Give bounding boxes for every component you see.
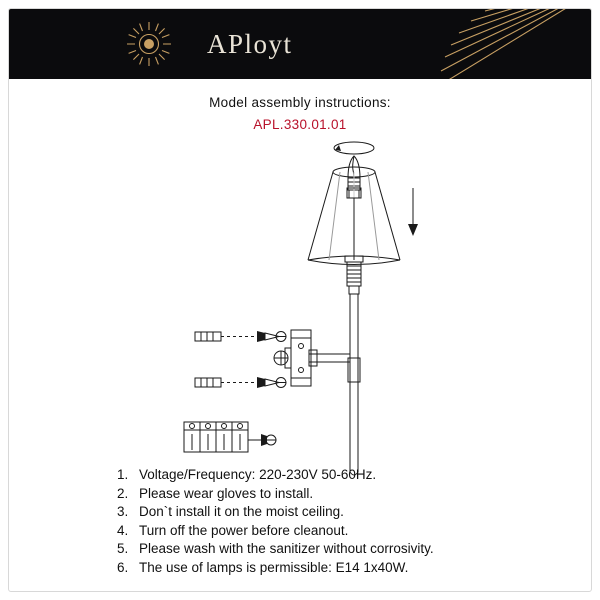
lamp-arm-horizontal bbox=[309, 350, 350, 366]
wall-lamp-assembly-diagram bbox=[9, 132, 592, 482]
list-item-number: 2. bbox=[117, 485, 129, 501]
sunburst-logo-icon bbox=[127, 22, 171, 66]
instructions-list bbox=[117, 466, 557, 577]
list-item-text: Turn off the power before cleanout. bbox=[139, 522, 349, 538]
terminal-block bbox=[184, 422, 276, 452]
list-item-number: 6. bbox=[117, 559, 129, 575]
screws-and-dowels bbox=[195, 331, 286, 388]
radiating-rays-icon bbox=[431, 9, 591, 79]
socket-holder bbox=[345, 188, 363, 294]
list-item-text: Please wear gloves to install. bbox=[139, 485, 314, 501]
list-item-text: The use of lamps is permissible: E14 1x40W. bbox=[139, 559, 409, 575]
list-item-text: Voltage/Frequency: 220-230V 50-60Hz. bbox=[139, 467, 377, 482]
list-item bbox=[117, 503, 557, 522]
header-banner bbox=[9, 9, 591, 79]
list-item-number: 5. bbox=[117, 541, 129, 556]
brand-name: APloyt bbox=[207, 29, 293, 59]
list-item-number: 1. bbox=[117, 467, 129, 482]
list-item bbox=[117, 559, 557, 578]
model-code: APL.330.01.01 bbox=[253, 117, 347, 132]
title-block bbox=[9, 95, 591, 132]
list-item-text: Please wash with the sanitizer without corrosivity. bbox=[139, 541, 434, 556]
list-item bbox=[117, 466, 557, 485]
lamp-arm bbox=[348, 294, 360, 475]
list-item-number: 3. bbox=[117, 504, 129, 519]
list-item bbox=[117, 522, 557, 541]
sheet bbox=[8, 8, 592, 592]
down-arrow-icon bbox=[408, 188, 418, 236]
list-item bbox=[117, 540, 557, 559]
page-title: Model assembly instructions: bbox=[209, 95, 391, 110]
list-item-text: Don`t install it on the moist ceiling. bbox=[139, 504, 344, 519]
list-item bbox=[117, 485, 557, 504]
list-item-number: 4. bbox=[117, 522, 129, 538]
rotation-arrow-icon bbox=[334, 142, 374, 154]
